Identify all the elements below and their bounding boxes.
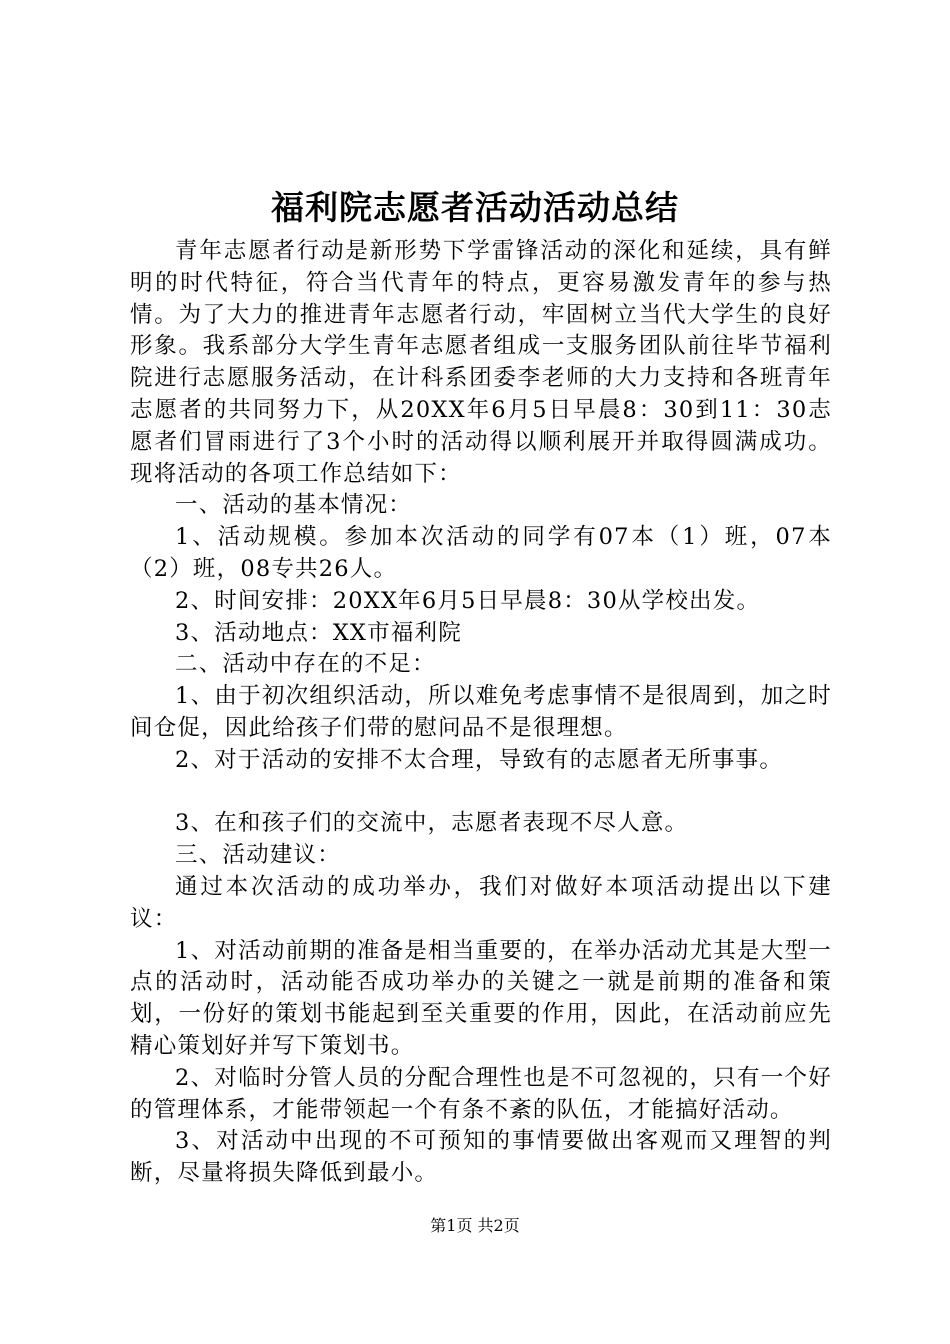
section-heading-suggestions: 三、活动建议： [175, 842, 341, 869]
paragraph-shortcoming-3: 3、在和孩子们的交流中，志愿者表现不尽人意。 [175, 810, 689, 837]
section-heading-shortcomings: 二、活动中存在的不足： [175, 651, 436, 678]
paragraph-schedule: 2、时间安排：20XX年6月5日早晨8：30从学校出发。 [175, 587, 761, 614]
paragraph-shortcoming-1: 1、由于初次组织活动，所以难免考虑事情不是很周到，加之时间仓促，因此给孩子们带的慰问品不是很理想。 [130, 683, 832, 741]
section-heading-basic-info: 一、活动的基本情况： [175, 492, 413, 519]
paragraph-intro: 青年志愿者行动是新形势下学雷锋活动的深化和延续，具有鲜明的时代特征，符合当代青年的特点，更容易激发青年的参与热情。为了大力的推进青年志愿者行动，牢固树立当代大学生的良好形象。我系部分大学生青年志愿者组成一支服务团队前往毕节福利院进行志愿服务活动，在计科系团委李老师的大力支持和各班青年志愿者的共同努力下，从20XX年6月5日早晨8：30到11：30志愿者们冒雨进行了3个小时的活动得以顺利展开并取得圆满成功。现将活动的各项工作总结如下： [130, 238, 832, 487]
paragraph-shortcoming-2: 2、对于活动的安排不太合理，导致有的志愿者无所事事。 [175, 746, 784, 773]
paragraph-scale: 1、活动规模。参加本次活动的同学有07本（1）班，07本（2）班，08专共26人。 [130, 524, 832, 582]
page-number-footer: 第1页 共2页 [430, 1216, 520, 1235]
document-title: 福利院志愿者活动活动总结 [271, 188, 679, 227]
paragraph-location: 3、活动地点：XX市福利院 [175, 619, 462, 646]
paragraph-suggestion-3: 3、对活动中出现的不可预知的事情要做出客观而又理智的判断，尽量将损失降低到最小。 [130, 1128, 832, 1187]
paragraph-suggestion-2: 2、对临时分管人员的分配合理性也是不可忽视的，只有一个好的管理体系，才能带领起一个有条不紊的队伍，才能搞好活动。 [130, 1064, 832, 1123]
document-body [130, 236, 832, 1190]
paragraph-suggestion-1: 1、对活动前期的准备是相当重要的，在举办活动尤其是大型一点的活动时，活动能否成功举办的关键之一就是前期的准备和策划，一份好的策划书能起到至关重要的作用，因此，在活动前应先精心策划好并写下策划书。 [130, 937, 832, 1059]
paragraph-suggestions-intro: 通过本次活动的成功举办，我们对做好本项活动提出以下建议： [130, 873, 832, 932]
blank-line [130, 777, 832, 809]
